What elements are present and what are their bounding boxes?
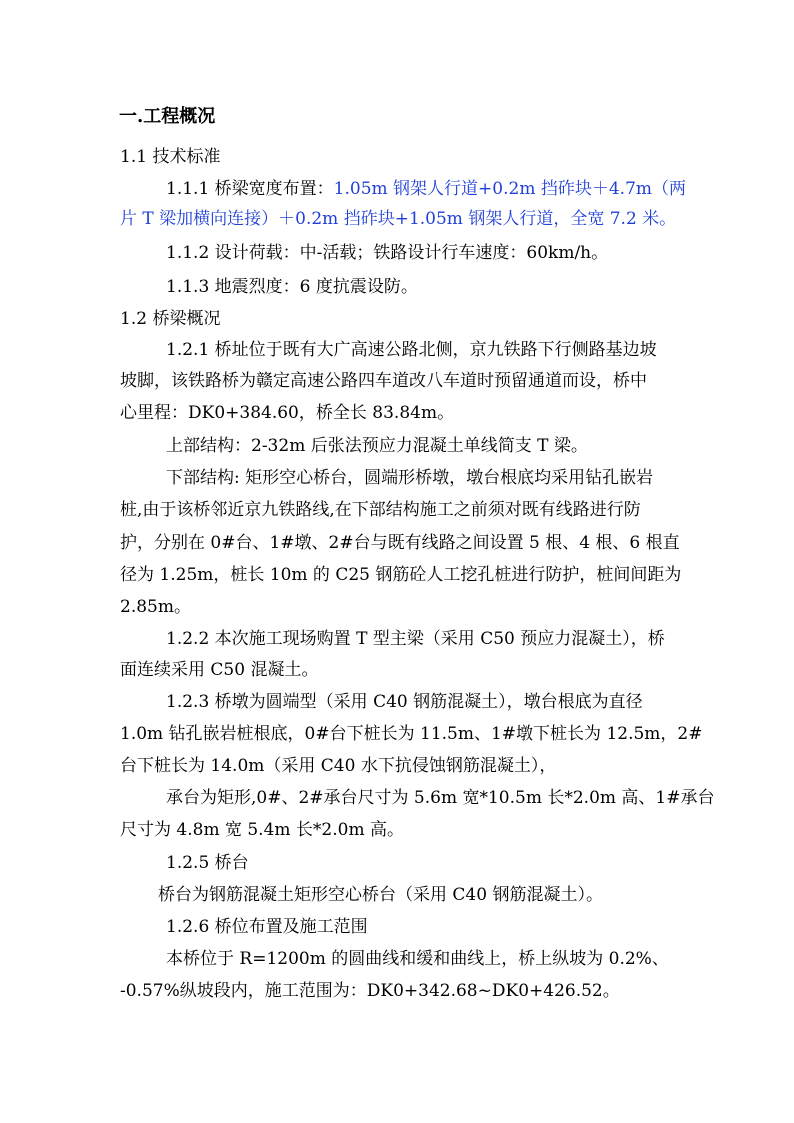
paragraph-line [166, 179, 686, 199]
paragraph-line: 心里程：DK0+384.60，桥全长 83.84m。 [120, 403, 455, 423]
paragraph-line: 1.2.3 桥墩为圆端型（采用 C40 钢筋混凝土），墩台根底为直径 [166, 692, 643, 712]
subsection-title: 1.1 技术标准 [120, 147, 221, 167]
highlighted-text: 1.05m 钢架人行道+0.2m 挡砟块＋4.7m（两 [333, 179, 687, 199]
paragraph-line: 尺寸为 4.8m 宽 5.4m 长*2.0m 高。 [120, 820, 404, 840]
paragraph-line: 2.85m。 [120, 597, 191, 617]
subsection-title: 1.2.5 桥台 [166, 853, 249, 873]
paragraph-line: 面连续采用 C50 混凝土。 [120, 660, 319, 680]
paragraph-line: 下部结构: 矩形空心桥台，圆端形桥墩，墩台根底均采用钻孔嵌岩 [166, 468, 654, 488]
paragraph-line: 1.0m 钻孔嵌岩桩根底，0#台下桩长为 11.5m、1#墩下桩长为 12.5m，2# [120, 724, 703, 744]
paragraph-line: 桥台为钢筋混凝土矩形空心桥台（采用 C40 钢筋混凝土）。 [158, 885, 603, 905]
paragraph-line: -0.57%纵坡段内，施工范围为：DK0+342.68~DK0+426.52。 [120, 981, 620, 1001]
paragraph-line: 本桥位于 R=1200m 的圆曲线和缓和曲线上，桥上纵坡为 0.2%、 [166, 949, 669, 969]
section-heading: 一.工程概况 [119, 106, 216, 127]
paragraph-line: 上部结构：2-32m 后张法预应力混凝土单线简支 T 梁。 [166, 436, 588, 456]
item-label: 1.1.1 桥梁宽度布置： [166, 179, 334, 199]
paragraph-line: 护，分别在 0#台、1#墩、2#台与既有线路之间设置 5 根、4 根、6 根直 [120, 533, 680, 553]
paragraph-line: 片 T 梁加横向连接）＋0.2m 挡砟块+1.05m 钢架人行道，全宽 7.2 米。 [120, 209, 677, 229]
paragraph-line: 径为 1.25m，桩长 10m 的 C25 钢筋砼人工挖孔桩进行防护，桩间间距为 [120, 565, 682, 585]
paragraph-line: 1.2.1 桥址位于既有大广高速公路北侧，京九铁路下行侧路基边坡 [166, 340, 657, 360]
paragraph-line: 1.1.3 地震烈度：6 度抗震设防。 [166, 277, 418, 297]
paragraph-line: 1.2.2 本次施工现场购置 T 型主梁（采用 C50 预应力混凝土），桥 [166, 629, 665, 649]
subsection-title: 1.2.6 桥位布置及施工范围 [166, 917, 368, 937]
paragraph-line: 桩,由于该桥邻近京九铁路线,在下部结构施工之前须对既有线路进行防 [120, 500, 641, 520]
paragraph-line: 1.1.2 设计荷载：中-活载；铁路设计行车速度：60km/h。 [166, 243, 609, 263]
paragraph-line: 坡脚，该铁路桥为赣定高速公路四车道改八车道时预留通道而设，桥中 [120, 371, 647, 391]
paragraph-line: 台下桩长为 14.0m（采用 C40 水下抗侵蚀钢筋混凝土）， [120, 756, 557, 776]
subsection-title: 1.2 桥梁概况 [120, 309, 221, 329]
paragraph-line: 承台为矩形,0#、2#承台尺寸为 5.6m 宽*10.5m 长*2.0m 高、1#承台 [166, 788, 715, 808]
